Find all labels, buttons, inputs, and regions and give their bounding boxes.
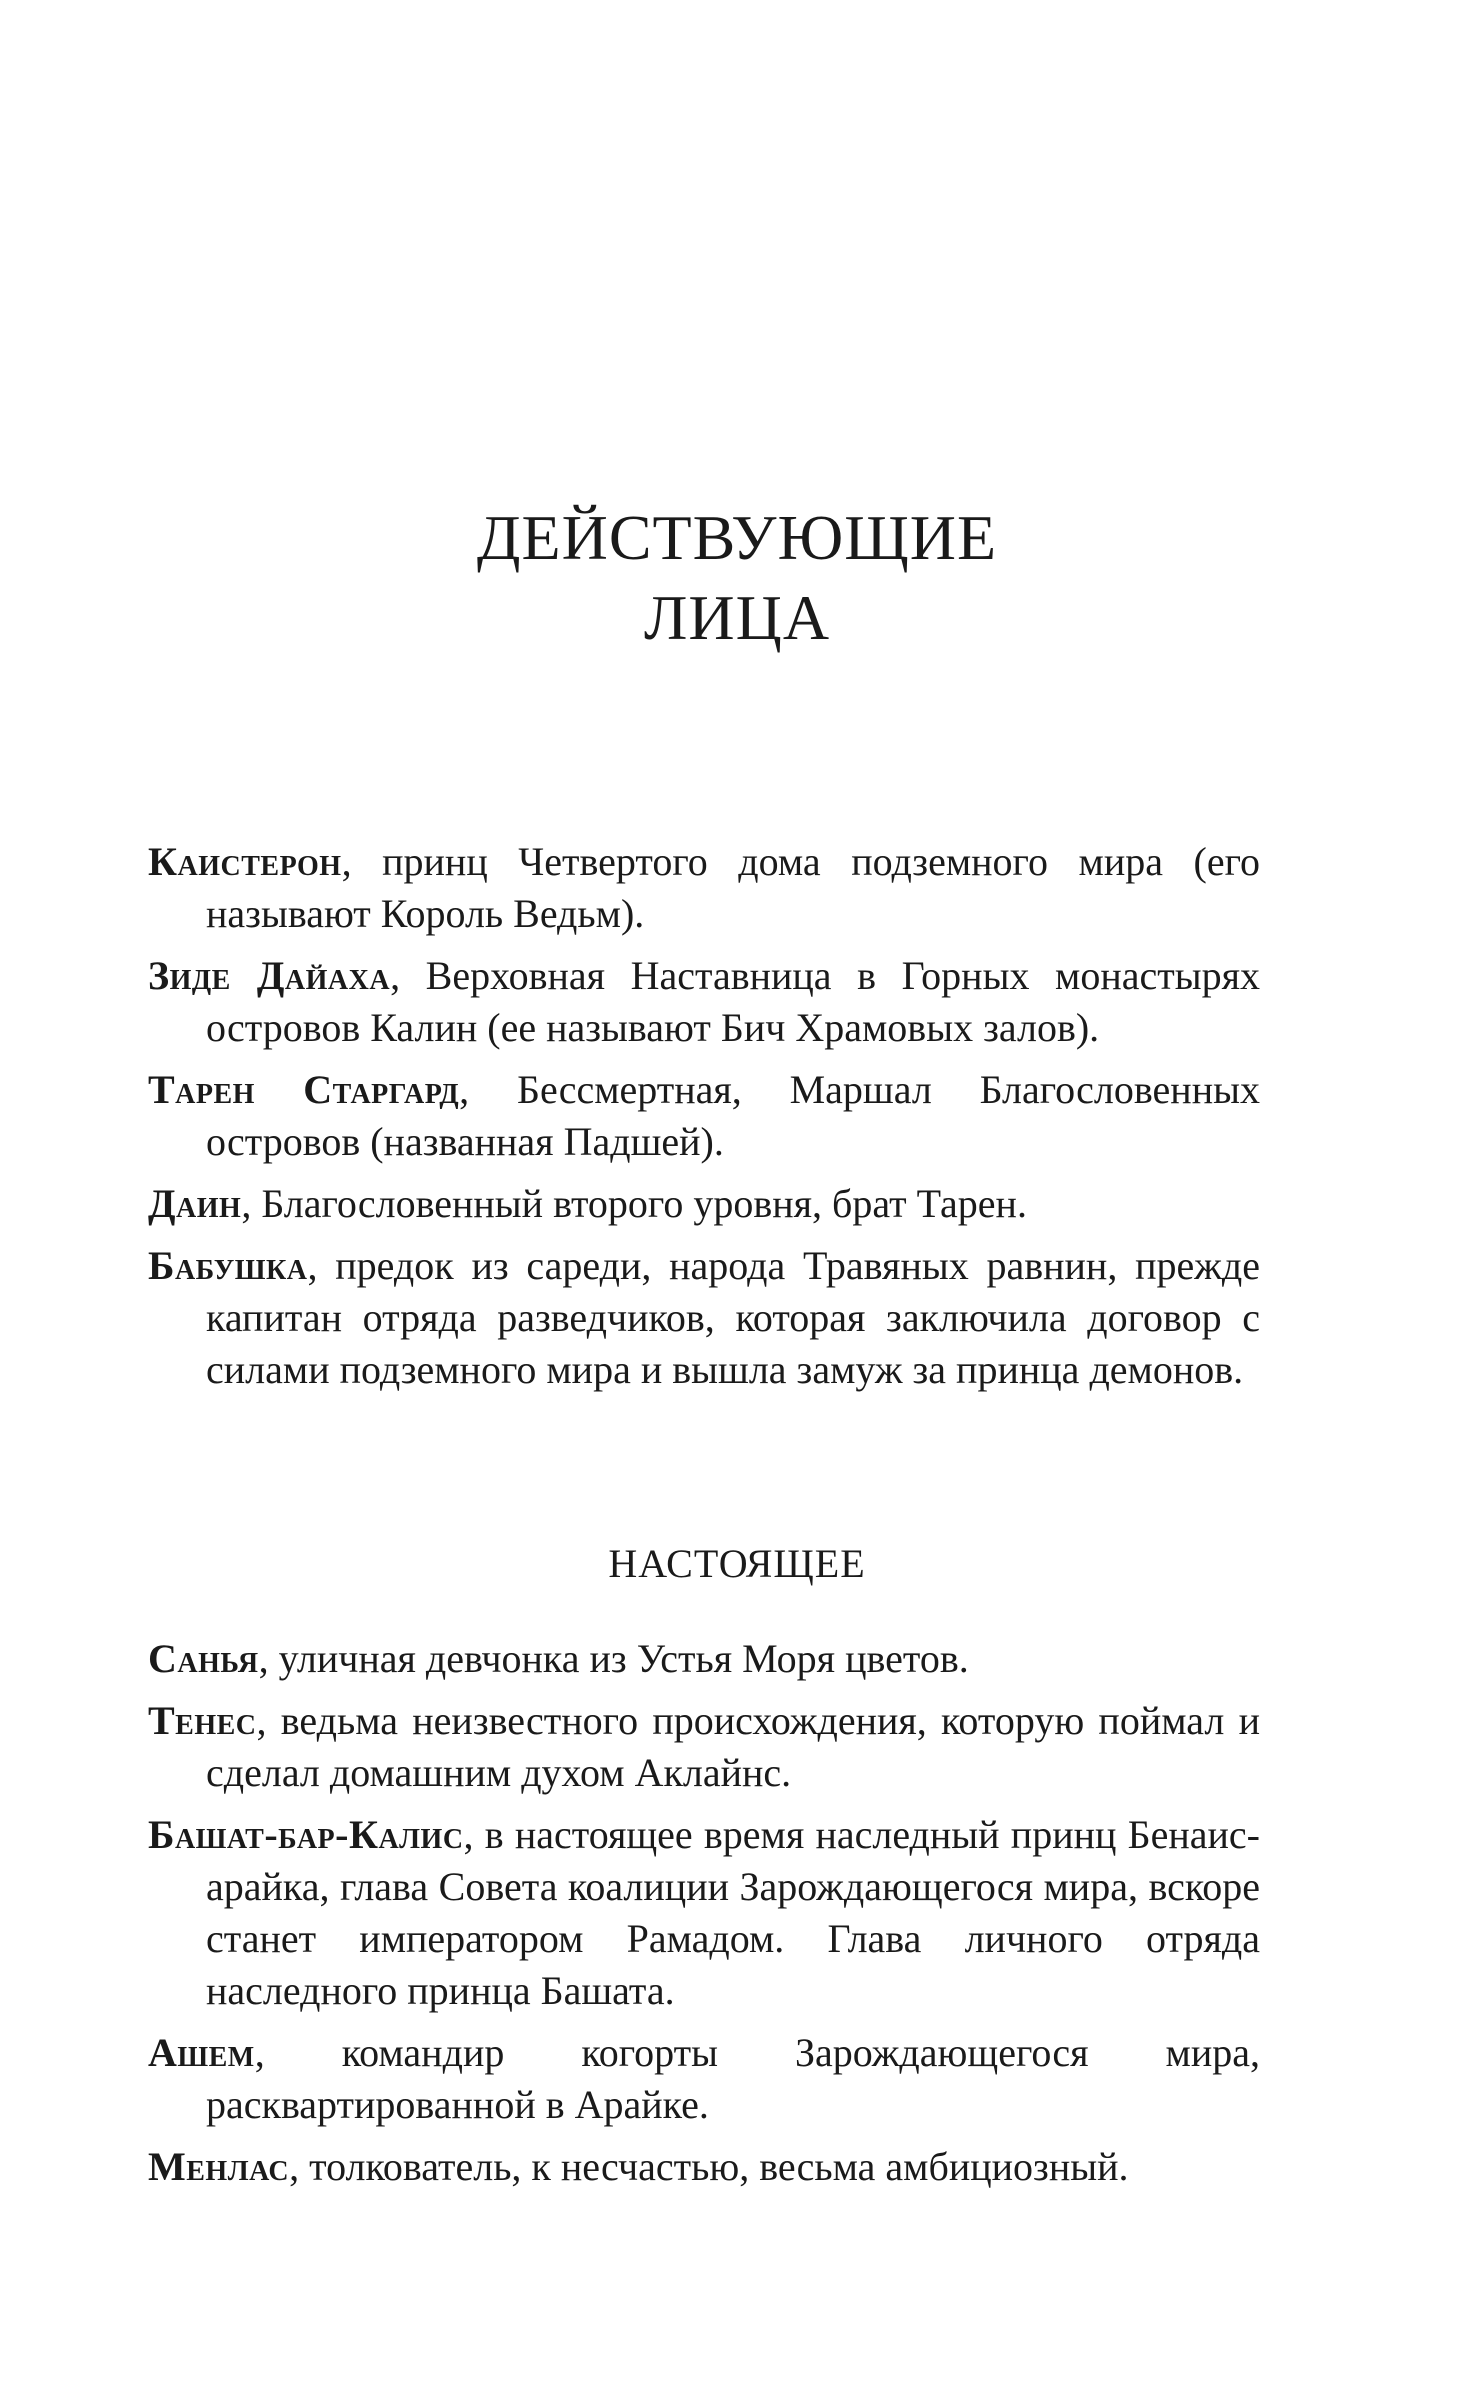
character-entry (148, 1809, 1260, 2017)
character-description: , предок из сареди, народа Травяных равнин, прежде капитан отряда разведчиков, которая заключила договор с силами подземного мира и вышла замуж за принца демонов. (206, 1243, 1260, 1392)
character-name: Ашем (148, 2030, 255, 2075)
section-heading-present: НАСТОЯЩЕЕ (608, 1541, 866, 1586)
title-line-2: ЛИЦА (643, 582, 831, 653)
character-entry (148, 1633, 1260, 1685)
character-description: , толкователь, к несчастью, весьма амбициозный. (289, 2144, 1129, 2189)
page-title (0, 498, 1474, 658)
character-name: Менлас (148, 2144, 290, 2189)
character-entry (148, 1064, 1260, 1168)
character-description: , ведьма неизвестного происхождения, которую поймал и сделал домашним духом Аклайнс. (206, 1698, 1260, 1795)
characters-list (148, 836, 1260, 1406)
character-name: Тарен Старгард (148, 1067, 460, 1112)
character-entry (148, 950, 1260, 1054)
character-description: , уличная девчонка из Устья Моря цветов. (258, 1636, 969, 1681)
present-characters-list (148, 1633, 1260, 2203)
title-line-1: ДЕЙСТВУЮЩИЕ (476, 502, 998, 573)
character-entry (148, 1695, 1260, 1799)
character-name: Даин (148, 1181, 242, 1226)
character-description: , Благословенный второго уровня, брат Тарен. (241, 1181, 1027, 1226)
character-description: , принц Четвертого дома подземного мира (его называют Король Ведьм). (206, 839, 1260, 936)
character-description: , командир когорты Зарождающегося мира, расквартированной в Арайке. (206, 2030, 1260, 2127)
character-description: , Верховная Наставница в Горных монастырях островов Калин (ее называют Бич Храмовых залов). (206, 953, 1261, 1050)
character-name: Зиде Дайаха (148, 953, 391, 998)
character-name: Бабушка (148, 1243, 308, 1288)
character-entry (148, 836, 1260, 940)
character-description: , в настоящее время наследный принц Бенаис-арайка, глава Совета коалиции Зарождающегося мира, вскоре станет императором Рамадом. Глава личного отряда наследного принца Башата. (206, 1812, 1260, 2013)
character-name: Каистерон (148, 839, 342, 884)
character-entry (148, 2027, 1260, 2131)
character-name: Санья (148, 1636, 259, 1681)
character-name: Башат-бар-Калис (148, 1812, 464, 1857)
character-description: , Бессмертная, Маршал Благословенных островов (названная Падшей). (206, 1067, 1260, 1164)
character-entry (148, 1240, 1260, 1396)
character-entry (148, 2141, 1260, 2193)
character-name: Тенес (148, 1698, 257, 1743)
character-entry (148, 1178, 1260, 1230)
